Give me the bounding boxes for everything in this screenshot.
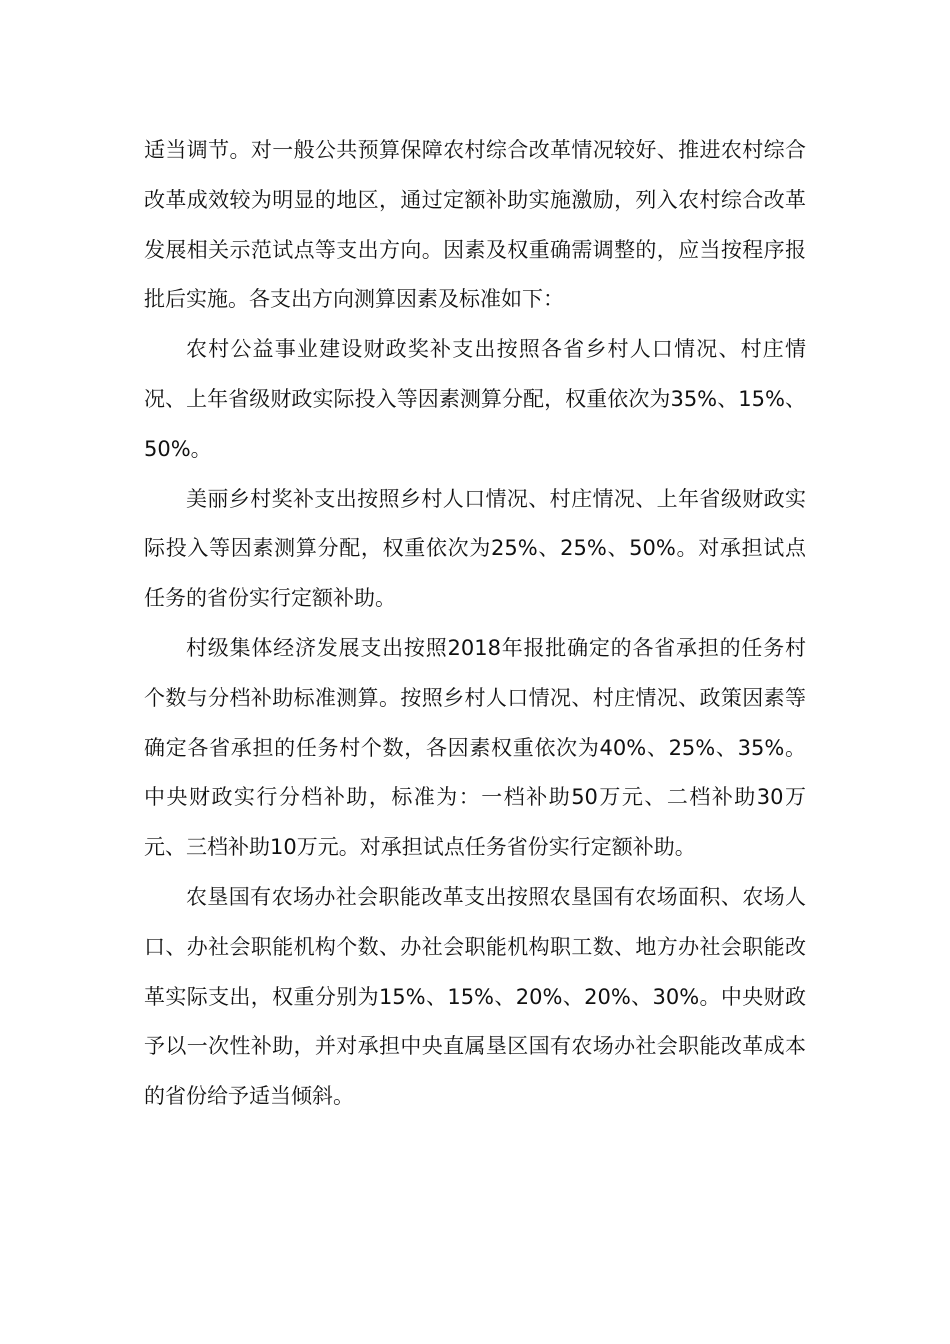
paragraph-state-farm-reform: 农垦国有农场办社会职能改革支出按照农垦国有农场面积、农场人口、办社会职能机构个数、办社会职能机构职工数、地方办社会职能改革实际支出，权重分别为15%、15%、20%、20%、30%。中央财政予以一次性补助，并对承担中央直属垦区国有农场办社会职能改革成本的省份给予适当倾斜。 — [144, 884, 806, 1109]
paragraph-village-collective-economy: 村级集体经济发展支出按照2018年报批确定的各省承担的任务村个数与分档补助标准测算。按照乡村人口情况、村庄情况、政策因素等确定各省承担的任务村个数，各因素权重依次为40%、25%、35%。中央财政实行分档补助，标准为：一档补助50万元、二档补助30万元、三档补助10万元。对承担试点任务省份实行定额补助。 — [144, 635, 806, 860]
paragraph-beautiful-village-subsidy: 美丽乡村奖补支出按照乡村人口情况、村庄情况、上年省级财政实际投入等因素测算分配，权重依次为25%、25%、50%。对承担试点任务的省份实行定额补助。 — [144, 486, 806, 611]
document-body — [144, 126, 806, 1122]
paragraph-continuation: 适当调节。对一般公共预算保障农村综合改革情况较好、推进农村综合改革成效较为明显的地区，通过定额补助实施激励，列入农村综合改革发展相关示范试点等支出方向。因素及权重确需调整的，应当按程序报批后实施。各支出方向测算因素及标准如下： — [144, 138, 806, 312]
paragraph-public-welfare-subsidy: 农村公益事业建设财政奖补支出按照各省乡村人口情况、村庄情况、上年省级财政实际投入等因素测算分配，权重依次为35%、15%、50%。 — [144, 337, 806, 461]
